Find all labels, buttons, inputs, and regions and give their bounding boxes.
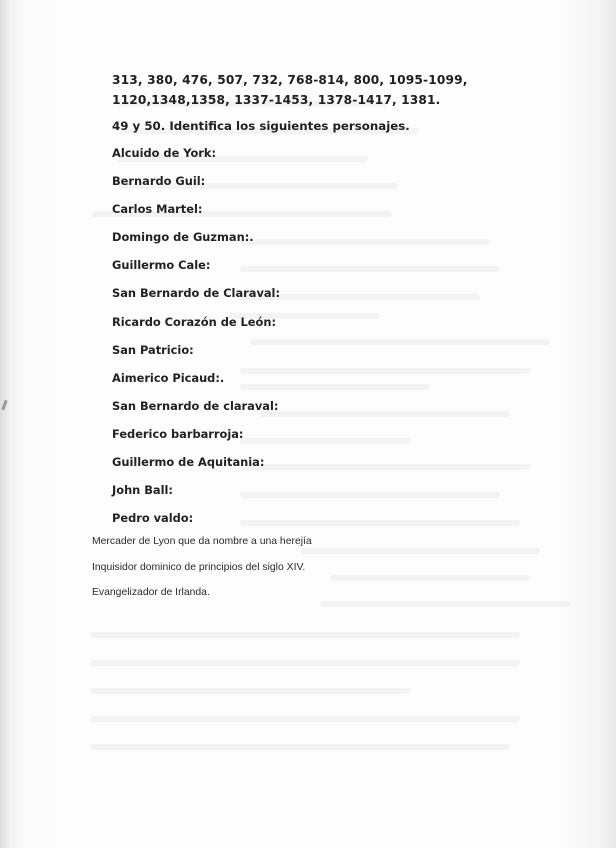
person-item: San Patricio: — [112, 342, 194, 357]
years-list: 313, 380, 476, 507, 732, 768-814, 800, 1095-1099, 1120,1348,1358, 1337-1453, 1378-1417, 1381. — [112, 73, 468, 107]
person-item: Guillermo de Aquitania: — [112, 455, 265, 470]
person-item: Domingo de Guzman:. — [112, 230, 254, 245]
question-heading: 49 y 50. Identifica los siguientes personajes. — [112, 119, 410, 133]
person-item: Alcuido de York: — [112, 146, 217, 160]
person-item: Federico barbarroja: — [112, 426, 244, 441]
person-item: Ricardo Corazón de León: — [112, 314, 277, 329]
person-item: San Bernardo de claraval: — [112, 398, 279, 413]
definition-item: Mercader de Lyon que da nombre a una herejía — [92, 536, 312, 547]
definition-item: Evangelizador de Irlanda. — [92, 587, 210, 598]
person-item: San Bernardo de Claraval: — [112, 286, 281, 301]
person-item: Bernardo Guil: — [112, 174, 206, 189]
person-item: Aimerico Picaud:. — [112, 370, 225, 385]
person-item: Guillermo Cale: — [112, 258, 211, 273]
definitions-list — [92, 536, 312, 613]
person-item: John Ball: — [112, 483, 173, 498]
person-item: Carlos Martel: — [112, 202, 203, 217]
definition-item: Inquisidor dominico de principios del siglo XIV. — [92, 561, 306, 573]
person-item: Pedro valdo: — [112, 511, 194, 526]
people-list — [112, 146, 280, 539]
scan-edge-mark — [1, 400, 7, 410]
